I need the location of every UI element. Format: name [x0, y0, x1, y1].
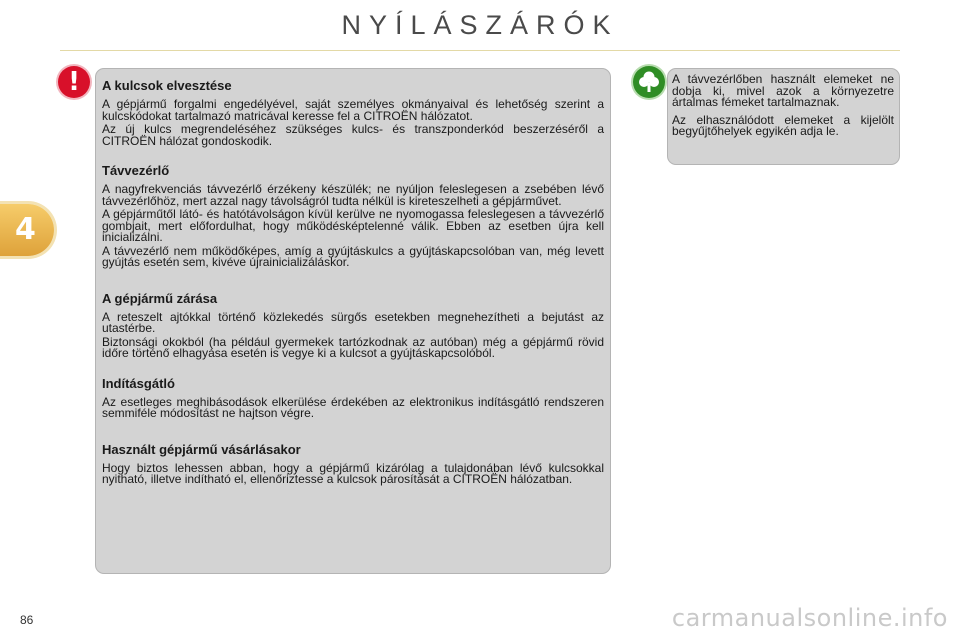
- paragraph: Biztonsági okokból (ha például gyermekek tartózkodnak az autóban) még a gépjármű rövid időre történő elhagyása esetén is vegye ki a kulcsot a gyújtáskapcsolóból.: [102, 334, 604, 360]
- paragraph: A távvezérlőben használt elemeket ne dobja ki, mivel azok a környezetre ártalmas fémeket tartalmaznak.: [672, 72, 894, 109]
- page-title: NYÍLÁSZÁRÓK: [341, 10, 619, 40]
- paragraph: A reteszelt ajtókkal történő közlekedés sürgős esetekben megnehezítheti a bejutást az utastérbe.: [102, 309, 604, 335]
- chapter-number: 4: [15, 212, 36, 247]
- title-divider: [60, 50, 900, 51]
- page-number: 86: [20, 613, 34, 627]
- exclamation-icon: !: [58, 66, 90, 98]
- section-heading-lost-keys: A kulcsok elvesztése: [102, 78, 232, 93]
- watermark: carmanualsonline.info: [671, 604, 948, 632]
- section-heading-remote-control: Távvezérlő: [102, 163, 170, 178]
- main-info-box: [95, 68, 611, 574]
- section-heading-immobiliser: Indításgátló: [102, 375, 175, 391]
- paragraph: A gépjárműtől látó- és hatótávolságon kívül kerülve ne nyomogassa feleslegesen a távvezérlő gombjait, mert előfordulhat, hogy működésképtelenné válik. Ebben az esetben újra kell inicializálni.: [102, 207, 604, 244]
- paragraph: Az esetleges meghibásodások elkerülése érdekében az elektronikus indításgátló rendszeren semmiféle módosítást ne hajtson végre.: [102, 394, 604, 420]
- paragraph: A gépjármű forgalmi engedélyével, saját személyes okmányaival és lehetőség szerint a kulcskódokat tartalmazó matricával keresse fel a CITROËN hálózatot.: [102, 97, 604, 123]
- tree-icon: [633, 66, 665, 98]
- paragraph: Az új kulcs megrendeléséhez szükséges kulcs- és transzponderkód beszerzéséről a CITROËN hálózat gondoskodik.: [102, 122, 604, 148]
- paragraph: A távvezérlő nem működőképes, amíg a gyújtáskulcs a gyújtáskapcsolóban van, még levett gyújtás esetén sem, kivéve újrainicializáláskor.: [102, 243, 604, 269]
- section-heading-used-car: Használt gépjármű vásárlásakor: [102, 441, 301, 457]
- section-heading-locking: A gépjármű zárása: [102, 290, 218, 306]
- environment-note-box: [667, 68, 900, 165]
- chapter-tab: [0, 204, 54, 256]
- paragraph: Hogy biztos lehessen abban, hogy a gépjármű kizárólag a tulajdonában lévő kulcsokkal nyitható, illetve indítható el, ellenőriztesse a kulcsok párosítását a CITROËN hálózatban.: [102, 460, 604, 486]
- paragraph: Az elhasználódott elemeket a kijelölt begyűjtőhelyek egyikén adja le.: [672, 112, 894, 138]
- paragraph: A nagyfrekvenciás távvezérlő érzékeny készülék; ne nyúljon feleslegesen a zsebében lévő távvezérlőhöz, mert azzal nagy távolságról tudta nélkül is kireteszelheti a gépjárművet.: [102, 182, 604, 208]
